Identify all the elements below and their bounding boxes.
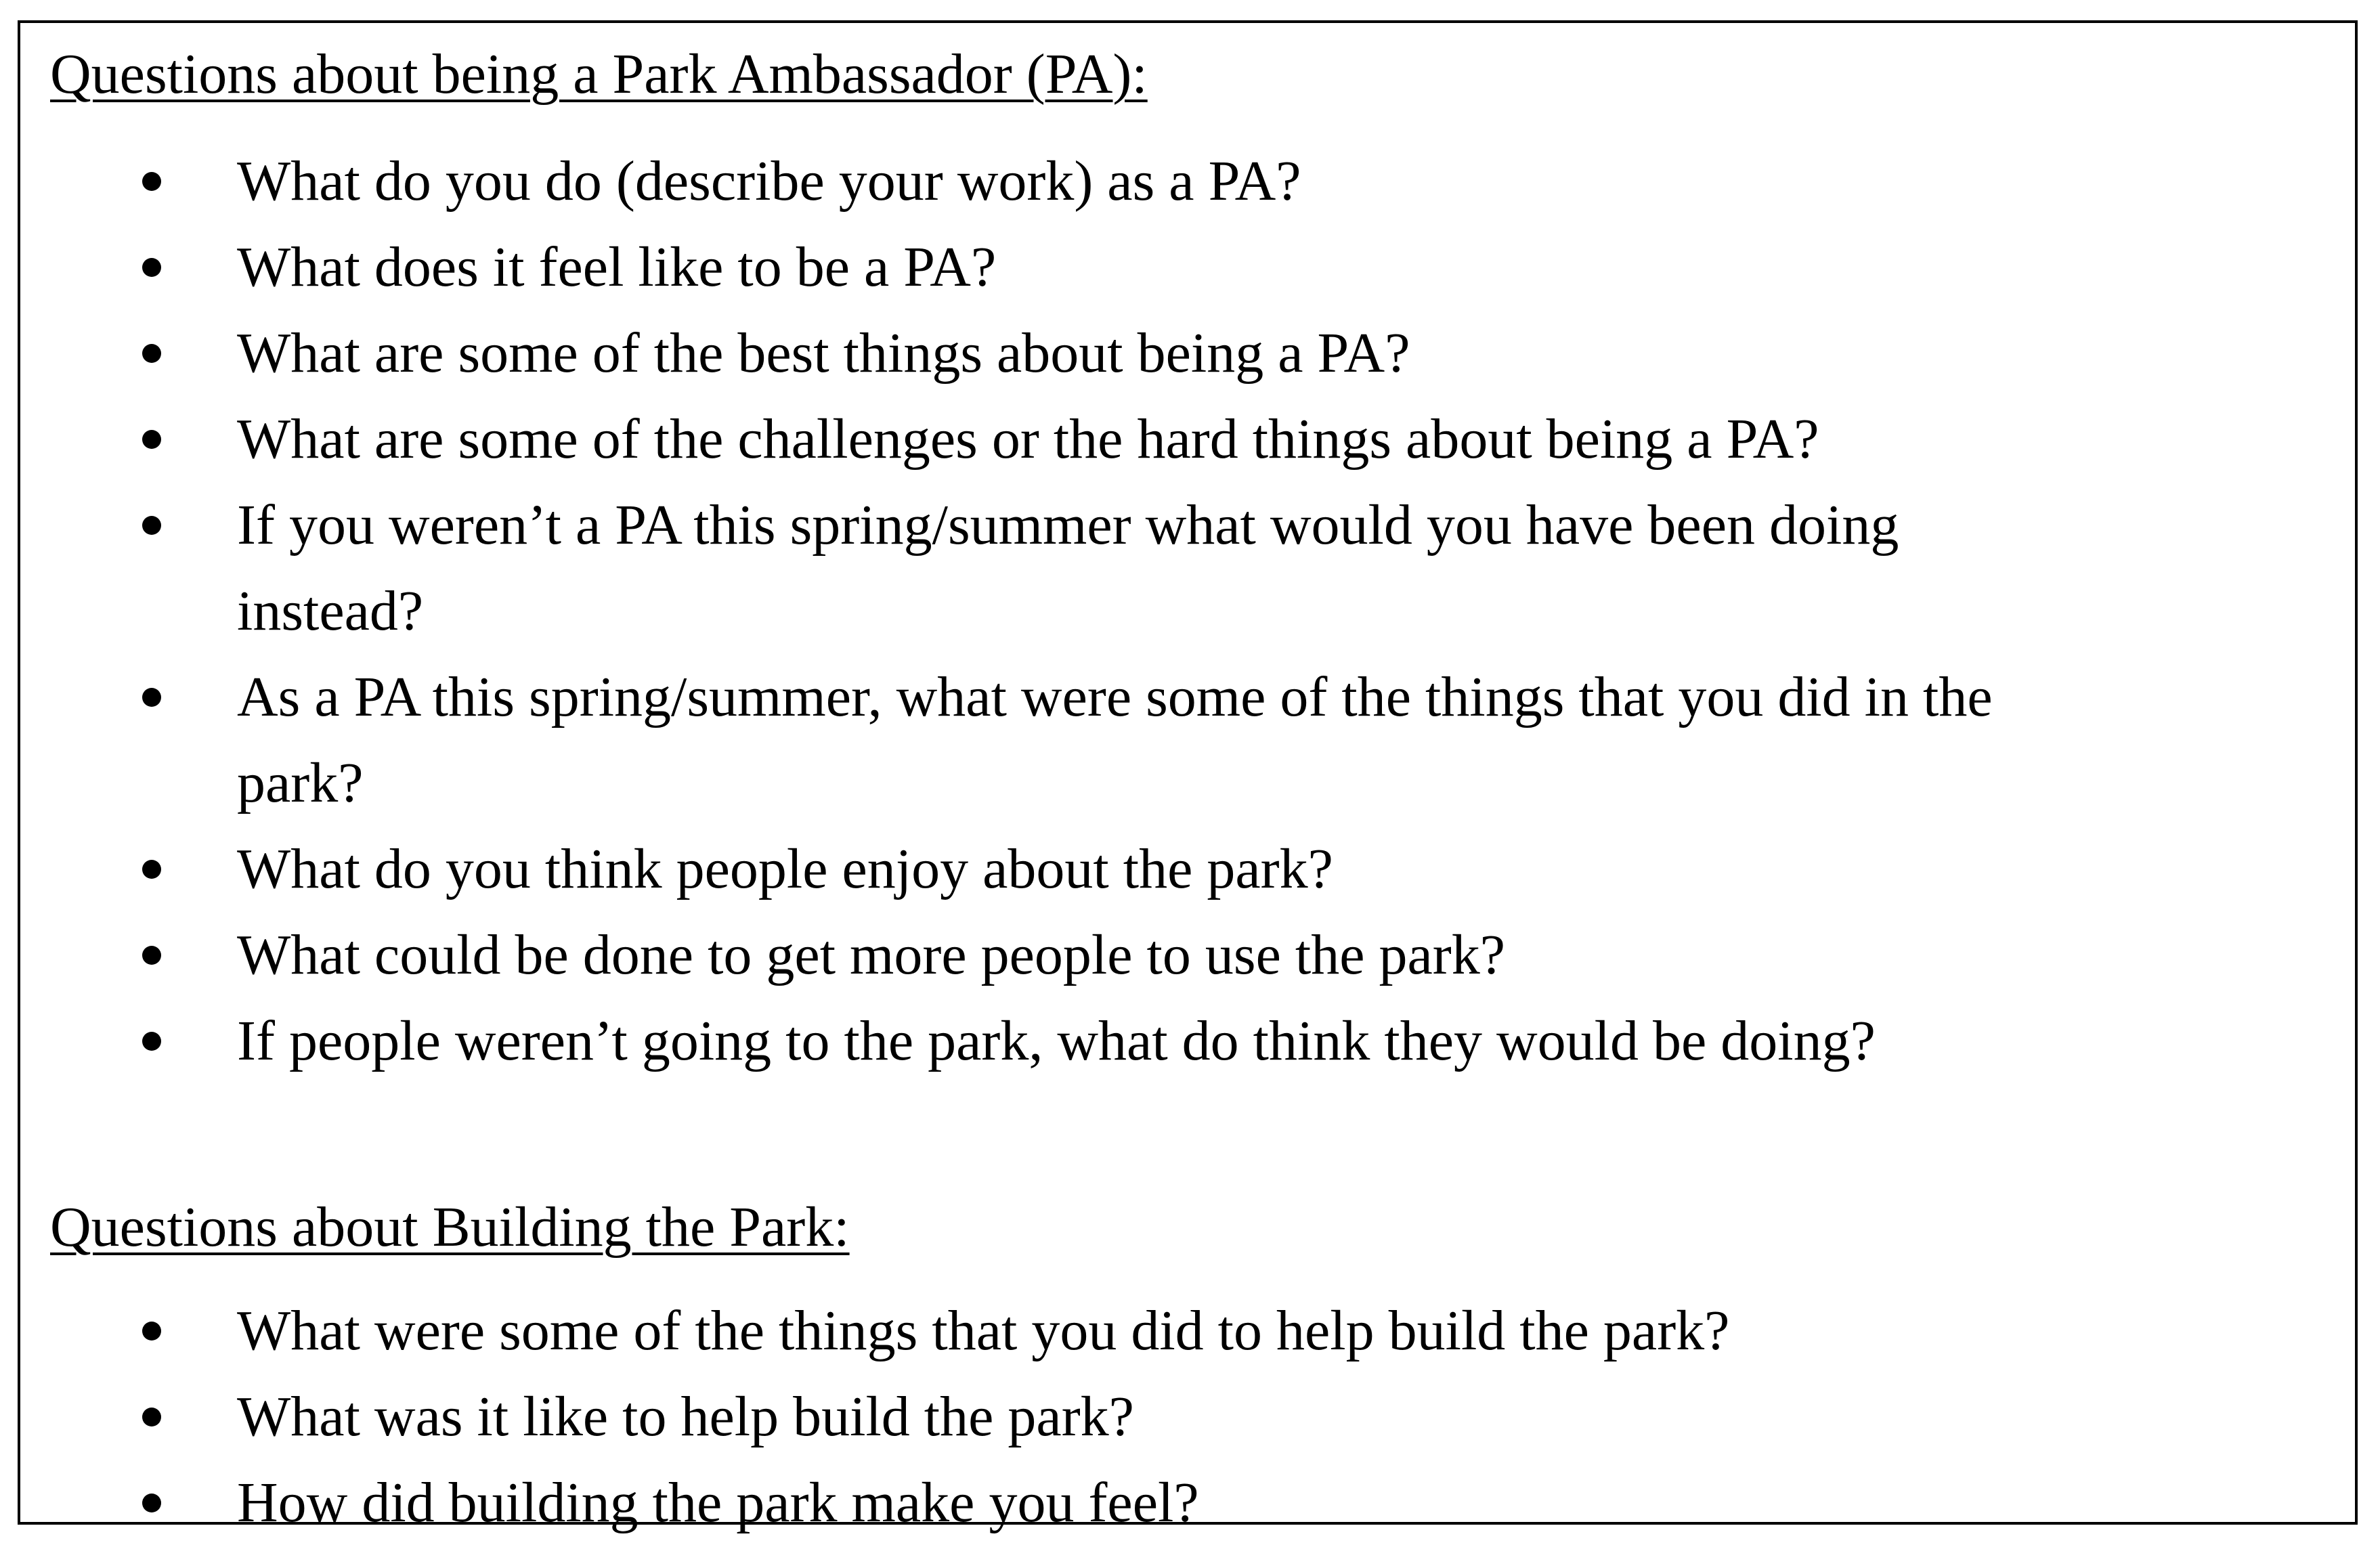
list-item bbox=[237, 310, 2322, 396]
list-item bbox=[237, 1374, 2322, 1460]
bullet-icon bbox=[142, 430, 161, 449]
bullet-icon bbox=[142, 688, 161, 707]
section-heading-building-park: Questions about Building the Park: bbox=[50, 1196, 850, 1259]
question-text: What were some of the things that you did to help build the park? bbox=[237, 1299, 1730, 1362]
list-item bbox=[237, 396, 2322, 482]
list-item bbox=[237, 1288, 2322, 1374]
question-text: How did building the park make you feel? bbox=[237, 1471, 1199, 1534]
question-text: What are some of the challenges or the hard things about being a PA? bbox=[237, 408, 1819, 471]
bullet-icon bbox=[142, 860, 161, 879]
question-text: What does it feel like to be a PA? bbox=[237, 236, 997, 299]
bullet-icon bbox=[142, 1322, 161, 1341]
bullet-icon bbox=[142, 344, 161, 363]
list-item bbox=[237, 912, 2322, 998]
list-item bbox=[237, 998, 2322, 1084]
question-text-continued: park? bbox=[237, 751, 364, 814]
question-text: As a PA this spring/summer, what were some of the things that you did in the bbox=[237, 666, 1993, 728]
question-text: What do you do (describe your work) as a PA? bbox=[237, 150, 1301, 213]
bullet-icon bbox=[142, 1032, 161, 1051]
question-text: What are some of the best things about being a PA? bbox=[237, 322, 1410, 385]
question-text: What could be done to get more people to use the park? bbox=[237, 923, 1506, 986]
section-heading-park-ambassador: Questions about being a Park Ambassador (PA): bbox=[50, 43, 1148, 106]
bullet-icon bbox=[142, 946, 161, 965]
question-text: If people weren’t going to the park, what do think they would be doing? bbox=[237, 1009, 1876, 1072]
question-box bbox=[18, 20, 2358, 1534]
bullet-icon bbox=[142, 1408, 161, 1426]
list-item bbox=[237, 826, 2322, 912]
question-text-continued: instead? bbox=[237, 580, 424, 642]
question-text: What was it like to help build the park? bbox=[237, 1385, 1134, 1448]
bullet-icon bbox=[142, 172, 161, 191]
bullet-icon bbox=[142, 516, 161, 535]
question-text: If you weren’t a PA this spring/summer what would you have been doing bbox=[237, 494, 1899, 557]
list-item bbox=[237, 482, 2322, 654]
list-item bbox=[237, 138, 2322, 224]
bullet-icon bbox=[142, 258, 161, 277]
question-text: What do you think people enjoy about the park? bbox=[237, 837, 1333, 900]
list-item bbox=[237, 1460, 2322, 1546]
list-item bbox=[237, 224, 2322, 310]
bullet-icon bbox=[142, 1494, 161, 1512]
list-item bbox=[237, 654, 2322, 826]
